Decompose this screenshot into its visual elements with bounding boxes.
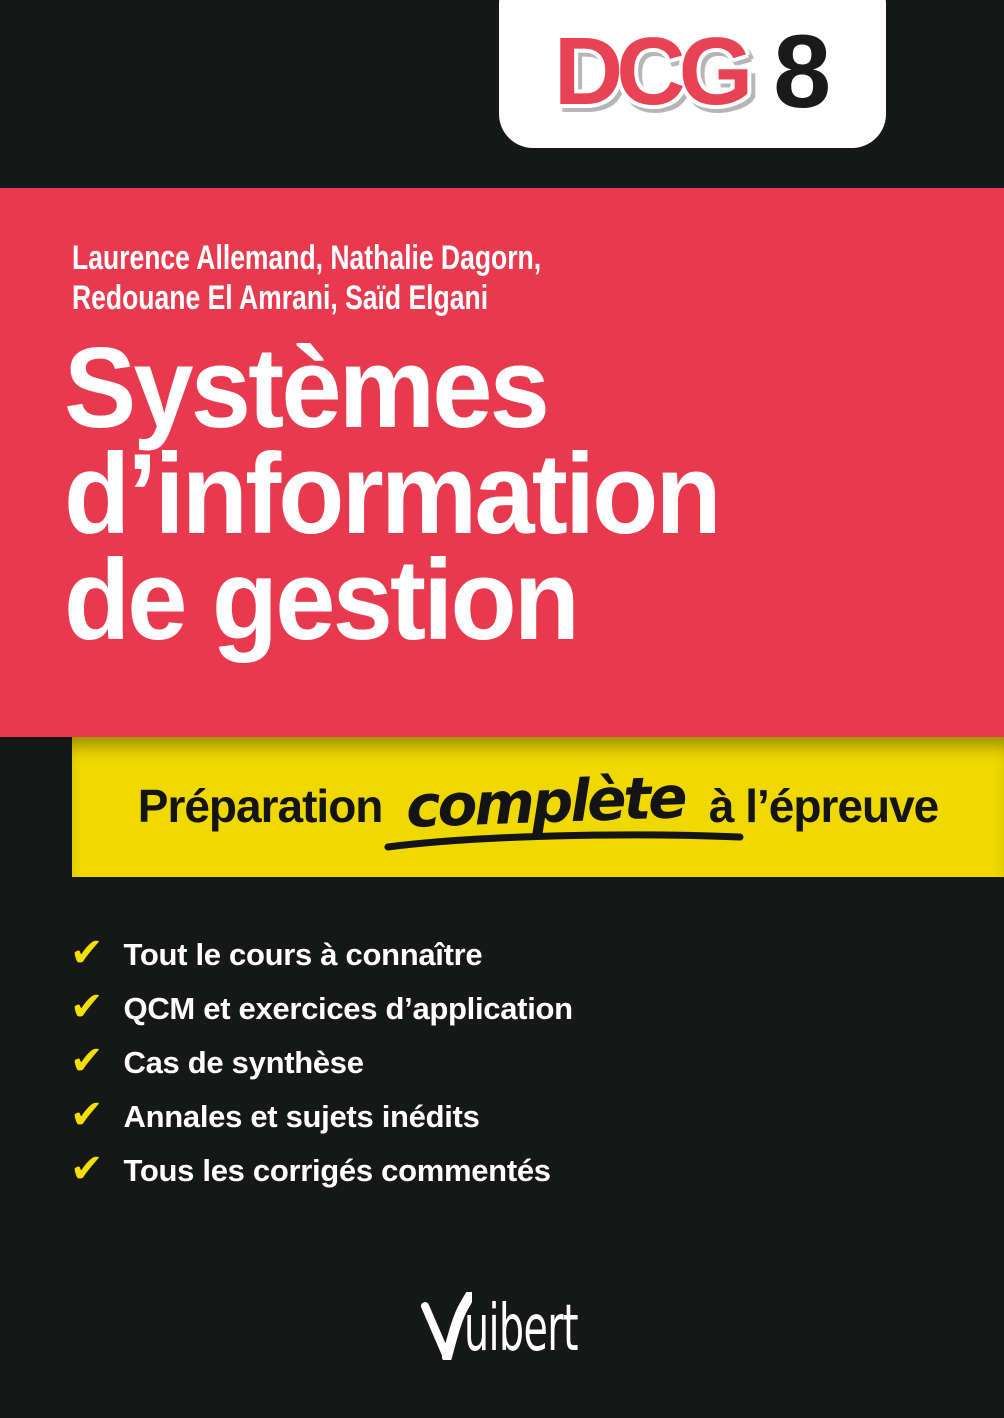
authors-line-1: Laurence Allemand, Nathalie Dagorn, [72, 239, 542, 277]
tagline-prefix: Préparation [137, 780, 383, 832]
tagline-suffix: à l’épreuve [708, 780, 939, 832]
cover-red-block [0, 188, 1004, 737]
checkmark-icon: ✔ [70, 1092, 104, 1138]
feature-label: Tous les corrigés commentés [123, 1153, 551, 1188]
feature-label: QCM et exercices d’application [123, 991, 573, 1026]
tagline [137, 763, 939, 846]
publisher-logo [420, 1292, 648, 1367]
feature-label: Cas de synthèse [123, 1045, 364, 1080]
list-item [70, 1094, 573, 1140]
list-item [70, 1040, 573, 1086]
list-item [70, 986, 573, 1032]
book-title-line-2: d’information [64, 431, 719, 558]
series-badge [499, 0, 886, 148]
authors [72, 238, 541, 318]
authors-line-2: Redouane El Amrani, Saïd Elgani [72, 279, 489, 317]
tagline-banner [72, 737, 1004, 877]
feature-label: Annales et sujets inédits [123, 1099, 480, 1134]
list-item [70, 932, 573, 978]
publisher-name-rest: uibert [464, 1292, 578, 1367]
checkmark-icon: ✔ [70, 1146, 104, 1192]
feature-label: Tout le cours à connaître [123, 937, 483, 972]
checkmark-icon: ✔ [70, 1038, 104, 1084]
series-name: DCG [553, 18, 747, 125]
checkmark-icon: ✔ [70, 984, 104, 1030]
book-title [64, 325, 719, 664]
underline-swoosh-icon [384, 830, 744, 852]
series-number: 8 [773, 14, 832, 130]
checkmark-icon: ✔ [70, 930, 104, 976]
book-title-line-3: de gestion [64, 537, 578, 664]
tagline-highlight-wrap [405, 763, 686, 841]
book-title-line-1: Systèmes [64, 325, 547, 452]
tagline-highlight: complète [405, 763, 686, 841]
feature-list [70, 932, 573, 1202]
list-item [70, 1148, 573, 1194]
